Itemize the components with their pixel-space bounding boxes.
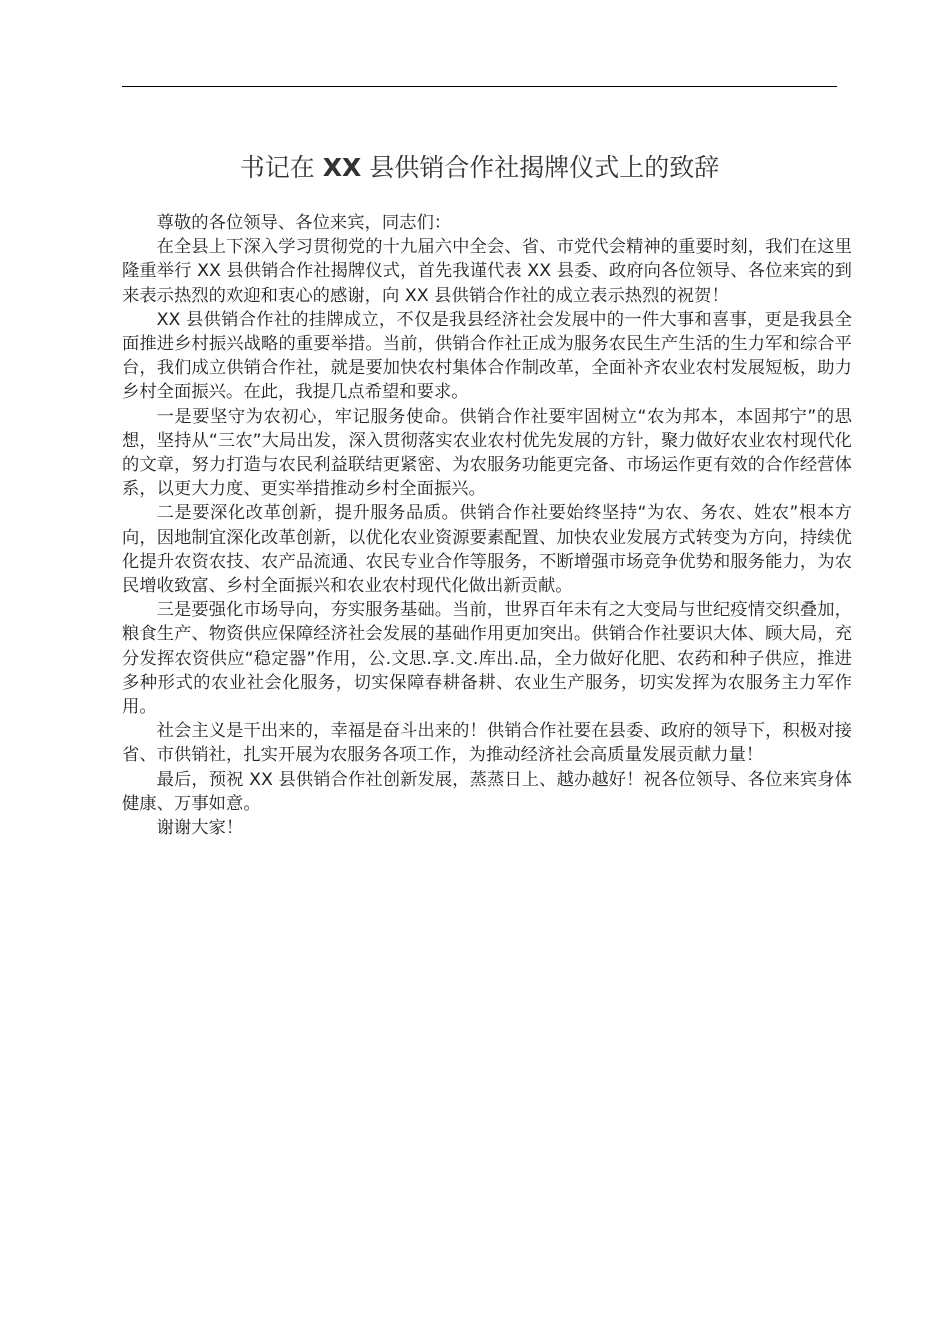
header-rule [122, 86, 837, 87]
significance-paragraph: XX 县供销合作社的挂牌成立，不仅是我县经济社会发展中的一件大事和喜事，更是我县全面推进乡村振兴战略的重要举措。当前，供销合作社正成为服务农民生产生活的生力军和综合平台，我们成立供销合作社，就是要加快农村集体合作制改革，全面补齐农业农村发展短板，助力乡村全面振兴。在此，我提几点希望和要求。 [122, 309, 852, 403]
document-body [122, 211, 852, 840]
requirement-three-paragraph: 三是要强化市场导向，夯实服务基础。当前，世界百年未有之大变局与世纪疫情交织叠加，粮食生产、物资供应保障经济社会发展的基础作用更加突出。供销合作社要识大体、顾大局，充分发挥农资供应“稳定器”作用，公.文思.享.文.库出.品，全力做好化肥、农药和种子供应，推进多种形式的农业社会化服务，切实保障春耕备耕、农业生产服务，切实发挥为农服务主力军作用。 [122, 600, 852, 718]
title-prefix: 书记在 [239, 153, 323, 182]
call-to-action-paragraph: 社会主义是干出来的，幸福是奋斗出来的！供销合作社要在县委、政府的领导下，积极对接省、市供销社，扎实开展为农服务各项工作，为推动经济社会高质量发展贡献力量！ [122, 721, 852, 766]
title-suffix: 县供销合作社揭牌仪式上的致辞 [361, 153, 720, 182]
title-highlight: XX [322, 153, 362, 182]
wishes-paragraph: 最后，预祝 XX 县供销合作社创新发展，蒸蒸日上、越办越好！祝各位领导、各位来宾身体健康、万事如意。 [122, 769, 852, 814]
salutation-paragraph: 尊敬的各位领导、各位来宾，同志们： [156, 213, 452, 233]
closing-paragraph: 谢谢大家！ [156, 818, 244, 839]
page-title [122, 150, 837, 186]
opening-paragraph: 在全县上下深入学习贯彻党的十九届六中全会、省、市党代会精神的重要时刻，我们在这里隆重举行 XX 县供销合作社揭牌仪式，首先我谨代表 XX 县委、政府向各位领导、各位来宾的到来表示热烈的欢迎和衷心的感谢，向 XX 县供销合作社的成立表示热烈的祝贺！ [122, 237, 852, 306]
requirement-one-paragraph: 一是要坚守为农初心，牢记服务使命。供销合作社要牢固树立“农为邦本，本固邦宁”的思想，坚持从“三农”大局出发，深入贯彻落实农业农村优先发展的方针，聚力做好农业农村现代化的文章，努力打造与农民利益联结更紧密、为农服务功能更完备、市场运作更有效的合作经营体系，以更大力度、更实举措推动乡村全面振兴。 [122, 406, 852, 500]
requirement-two-paragraph: 二是要深化改革创新，提升服务品质。供销合作社要始终坚持“为农、务农、姓农”根本方向，因地制宜深化改革创新，以优化农业资源要素配置、加快农业发展方式转变为方向，持续优化提升农资农技、农产品流通、农民专业合作等服务，不断增强市场竞争优势和服务能力，为农民增收致富、乡村全面振兴和农业农村现代化做出新贡献。 [122, 503, 852, 597]
